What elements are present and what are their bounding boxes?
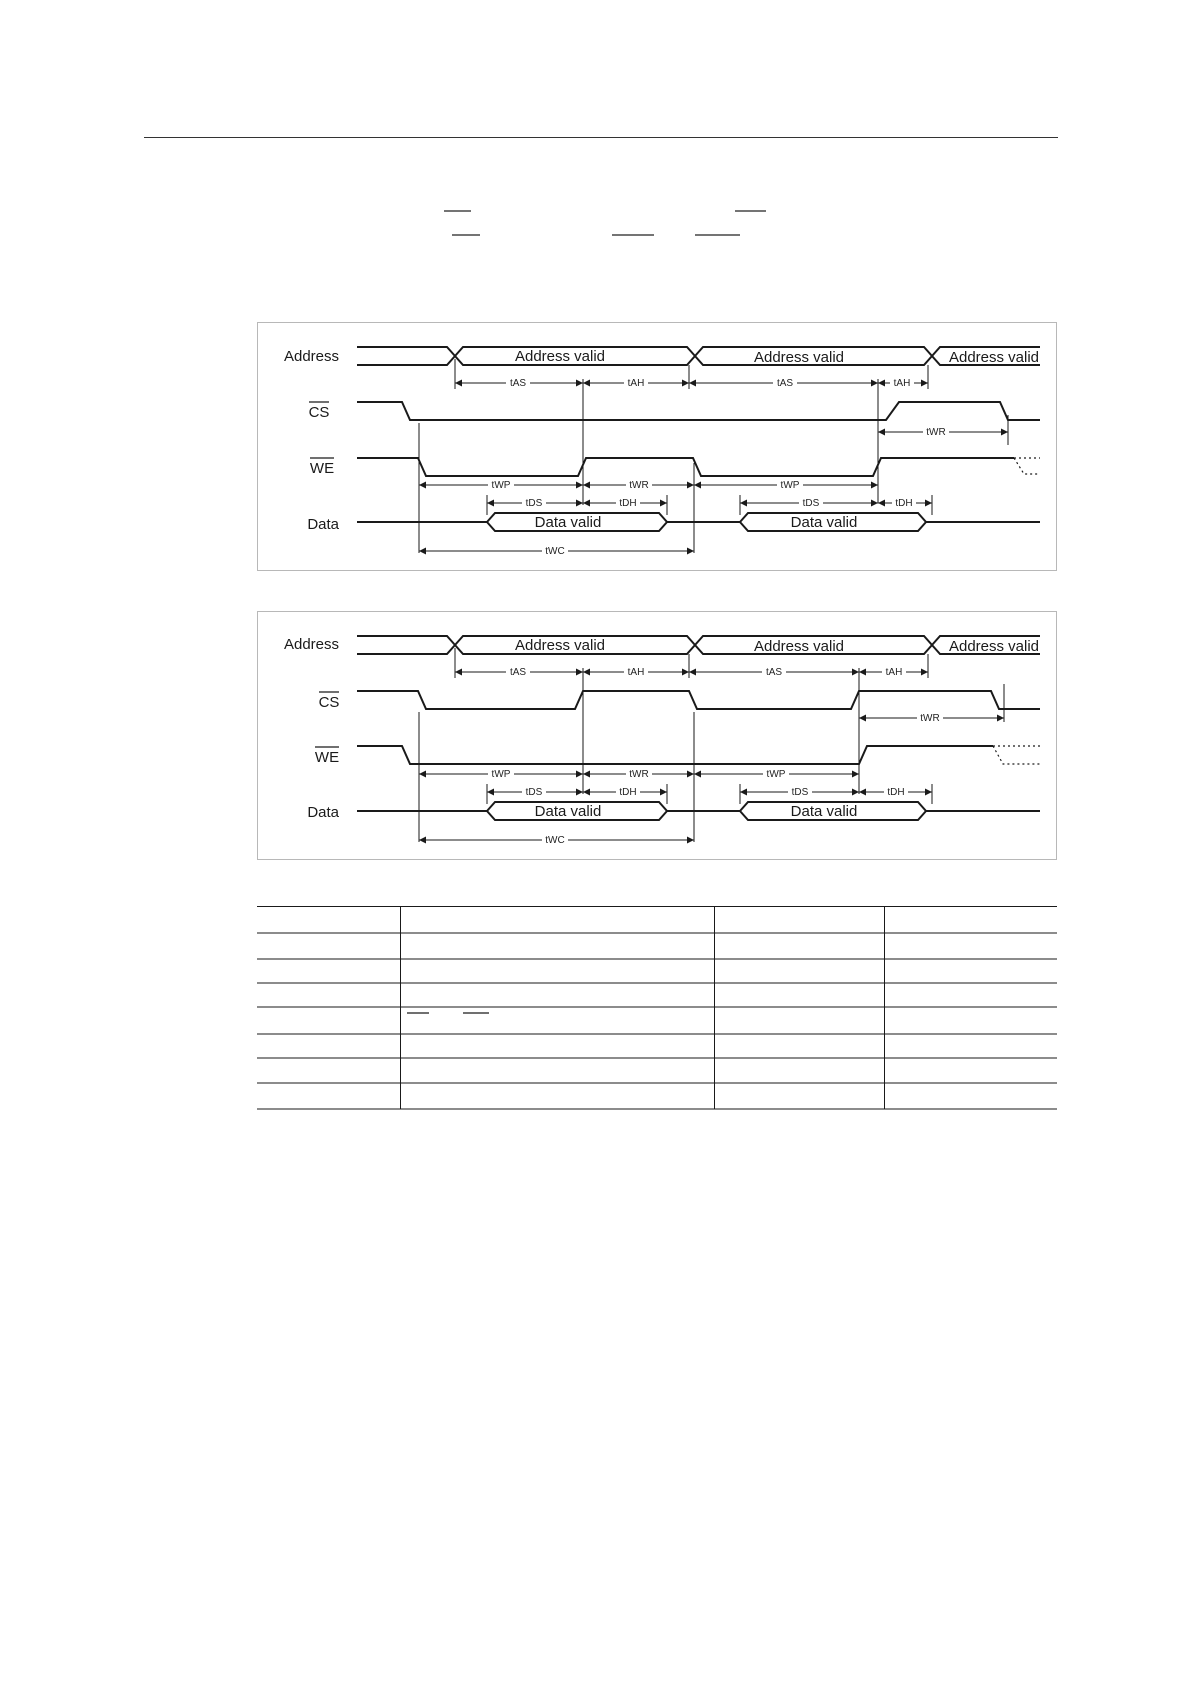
label-twp-1: tWP <box>491 769 511 780</box>
label-tdh-2: tDH <box>887 787 905 798</box>
label-tds-1: tDS <box>525 787 543 798</box>
label-tah-1: tAH <box>627 667 645 678</box>
we-dotted-continuation <box>1014 458 1040 474</box>
label-twc: tWC <box>545 835 565 846</box>
signal-label-we: WE <box>309 460 335 477</box>
data-valid-label-2: Data valid <box>790 514 858 531</box>
timing-diagram-2 <box>257 611 1057 860</box>
label-tas-1: tAS <box>509 378 527 389</box>
label-twp-1: tWP <box>491 480 511 491</box>
label-tdh-1: tDH <box>619 498 637 509</box>
label-twr-1: tWR <box>629 480 649 491</box>
signal-label-data: Data <box>307 804 339 821</box>
cs-waveform <box>357 691 1040 709</box>
label-twr-1: tWR <box>629 769 649 780</box>
label-twp-2: tWP <box>766 769 786 780</box>
we-waveform <box>357 746 993 764</box>
timing-diagram-1-svg <box>258 323 1058 572</box>
timing-arrows <box>419 672 1004 840</box>
address-valid-label-2: Address valid <box>753 638 845 655</box>
address-valid-label-2: Address valid <box>753 349 845 366</box>
data-valid-label-1: Data valid <box>534 514 602 531</box>
timing-diagram-2-svg <box>258 612 1058 861</box>
address-waveform <box>357 636 1040 654</box>
parameter-table <box>257 906 1057 1111</box>
label-tah-2: tAH <box>893 378 911 389</box>
data-valid-label-1: Data valid <box>534 803 602 820</box>
cs-waveform <box>357 402 1040 420</box>
label-twc: tWC <box>545 546 565 557</box>
data-waveform <box>357 513 1040 531</box>
signal-label-data: Data <box>307 516 339 533</box>
label-tah-1: tAH <box>627 378 645 389</box>
address-valid-label-1: Address valid <box>514 637 606 654</box>
label-tdh-1: tDH <box>619 787 637 798</box>
we-waveform <box>357 458 1014 476</box>
label-tds-2: tDS <box>802 498 820 509</box>
label-twp-2: tWP <box>780 480 800 491</box>
text-overline-marks <box>0 0 1191 260</box>
label-twr-cs: tWR <box>920 713 940 724</box>
signal-label-address: Address <box>283 348 339 365</box>
signal-label-cs: CS <box>308 404 330 421</box>
address-valid-label-3: Address valid <box>948 349 1040 366</box>
label-tds-2: tDS <box>791 787 809 798</box>
we-dotted-continuation <box>993 746 1040 764</box>
data-waveform <box>357 802 1040 820</box>
label-tds-1: tDS <box>525 498 543 509</box>
signal-label-address: Address <box>283 636 339 653</box>
address-valid-label-3: Address valid <box>948 638 1040 655</box>
address-waveform <box>357 347 1040 365</box>
timing-arrows <box>419 383 1008 551</box>
label-tas-1: tAS <box>509 667 527 678</box>
label-tah-2: tAH <box>885 667 903 678</box>
label-tas-2: tAS <box>776 378 794 389</box>
address-valid-label-1: Address valid <box>514 348 606 365</box>
signal-label-we: WE <box>314 749 340 766</box>
label-tdh-2: tDH <box>895 498 913 509</box>
signal-label-cs: CS <box>318 694 340 711</box>
label-twr-cs: tWR <box>926 427 946 438</box>
timing-diagram-1 <box>257 322 1057 571</box>
label-tas-2: tAS <box>765 667 783 678</box>
data-valid-label-2: Data valid <box>790 803 858 820</box>
